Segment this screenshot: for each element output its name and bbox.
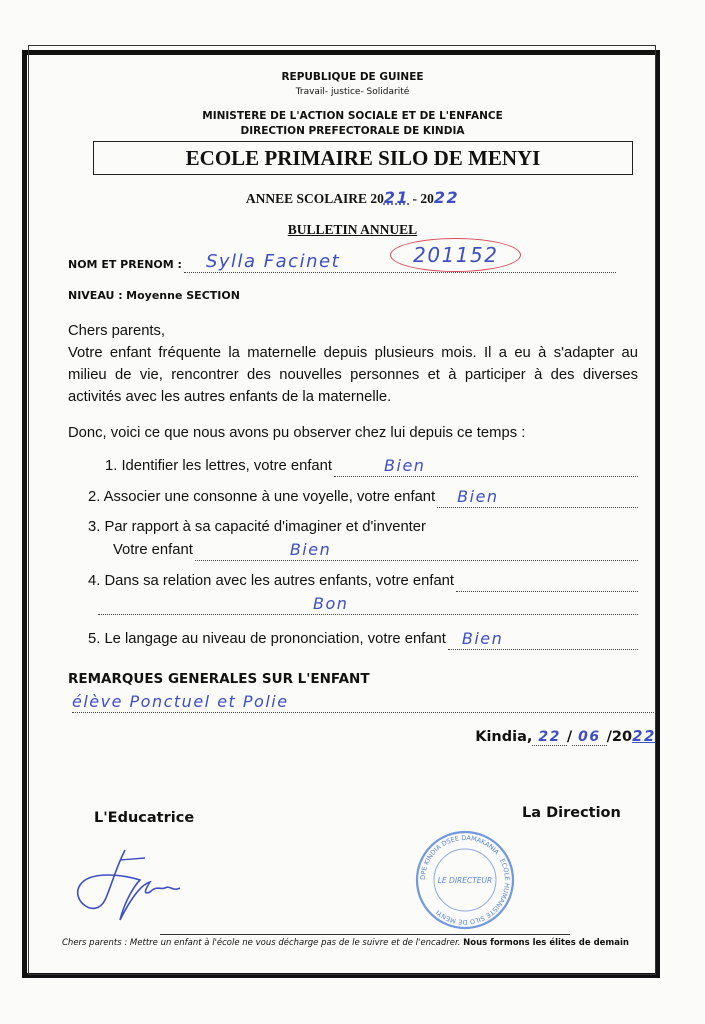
school-title: ECOLE PRIMAIRE SILO DE MENYI xyxy=(93,141,633,175)
remarks-value: élève Ponctuel et Polie xyxy=(72,692,289,711)
direction-label: La Direction xyxy=(522,805,621,821)
letter-body xyxy=(68,320,656,748)
footer-divider xyxy=(160,934,570,935)
student-id: 201152 xyxy=(390,238,521,272)
item-text: 4. Dans sa relation avec les autres enfants, votre enfant xyxy=(88,573,455,589)
item-2-field xyxy=(437,485,638,508)
year-start: 21 xyxy=(383,188,410,207)
item-3-value: Bien xyxy=(289,540,332,559)
item-1-value: Bien xyxy=(384,456,426,475)
year-label: ANNEE SCOLAIRE 20 xyxy=(245,191,384,206)
date-place: Kindia, xyxy=(475,729,533,745)
level-value: Moyenne SECTION xyxy=(126,289,240,302)
item-text: 5. Le langage au niveau de prononciation, votre enfant xyxy=(88,631,446,647)
bulletin-title: BULLETIN ANNUEL xyxy=(287,222,418,237)
date-line: Kindia, 22 / 06 /2022 xyxy=(475,727,656,745)
educatrice-signature xyxy=(65,840,205,930)
footer-slogan: Nous formons les élites de demain xyxy=(463,938,629,948)
date-year-prefix: /20 xyxy=(606,729,633,745)
remarks-line xyxy=(72,690,656,713)
item-5-value: Bien xyxy=(461,629,504,648)
name-line xyxy=(68,244,616,273)
item-text: 1. Identifier les lettres, votre enfant xyxy=(105,458,333,474)
date-month: 06 xyxy=(572,729,606,746)
item-4-field-line2 xyxy=(98,592,638,615)
greeting: Chers parents, xyxy=(68,323,166,339)
item-2-value: Bien xyxy=(457,487,499,506)
footer-note: Chers parents : Mettre un enfant à l'école ne vous décharge pas de le suivre et de l'encadrer. xyxy=(62,938,461,948)
item-4-field xyxy=(456,569,638,592)
item-5 xyxy=(68,627,638,650)
item-1-field xyxy=(334,454,638,477)
item-1 xyxy=(68,454,638,477)
item-text: 3. Par rapport à sa capacité d'imaginer et d'inventer xyxy=(88,519,426,535)
remarks-label: REMARQUES GENERALES SUR L'ENFANT xyxy=(68,671,370,687)
date-day: 22 xyxy=(532,729,566,746)
name-label: NOM ET PRENOM : xyxy=(68,258,182,271)
item-5-field xyxy=(448,627,638,650)
item-3-field xyxy=(195,538,638,561)
date-year-suffix: 22 xyxy=(632,727,656,745)
school-stamp xyxy=(415,830,515,930)
motto: Travail- justice- Solidarité xyxy=(295,87,410,97)
year-sep: - 20 xyxy=(412,191,434,206)
footer xyxy=(62,938,629,948)
remarks-field xyxy=(72,690,656,713)
item-3 xyxy=(68,516,638,561)
item-4-value: Bon xyxy=(313,594,349,613)
educatrice-label: L'Educatrice xyxy=(94,810,195,826)
stamp-center-text: LE DIRECTEUR xyxy=(437,876,493,885)
item-2 xyxy=(68,485,638,508)
item-3-line2: Votre enfant xyxy=(113,542,193,558)
year-end: 22 xyxy=(433,188,460,207)
item-text: 2. Associer une consonne à une voyelle, votre enfant xyxy=(88,489,436,505)
direction: DIRECTION PREFECTORALE DE KINDIA xyxy=(240,125,465,137)
item-4 xyxy=(68,569,638,615)
student-name: Sylla Facinet xyxy=(205,251,341,272)
country-heading: REPUBLIQUE DE GUINEE xyxy=(281,71,424,83)
level-label: NIVEAU : xyxy=(68,289,123,302)
level xyxy=(68,289,240,302)
letter-paragraph: Votre enfant fréquente la maternelle depuis plusieurs mois. Il a eu à s'adapter au milieu de vie, rencontrer des nouvelles personnes et à participer à des diverses activités avec les autres enfants de la maternelle. xyxy=(68,345,638,405)
name-field xyxy=(184,244,616,273)
stamp-outer-text: DPE KINDIA DSEE DAMAKANIA · ECOLE HUMANISTE SILO DE MENYI xyxy=(418,833,512,927)
school-year xyxy=(0,188,705,207)
observation-intro: Donc, voici ce que nous avons pu observer chez lui depuis ce temps : xyxy=(68,425,526,441)
ministry: MINISTERE DE L'ACTION SOCIALE ET DE L'ENFANCE xyxy=(202,110,503,122)
